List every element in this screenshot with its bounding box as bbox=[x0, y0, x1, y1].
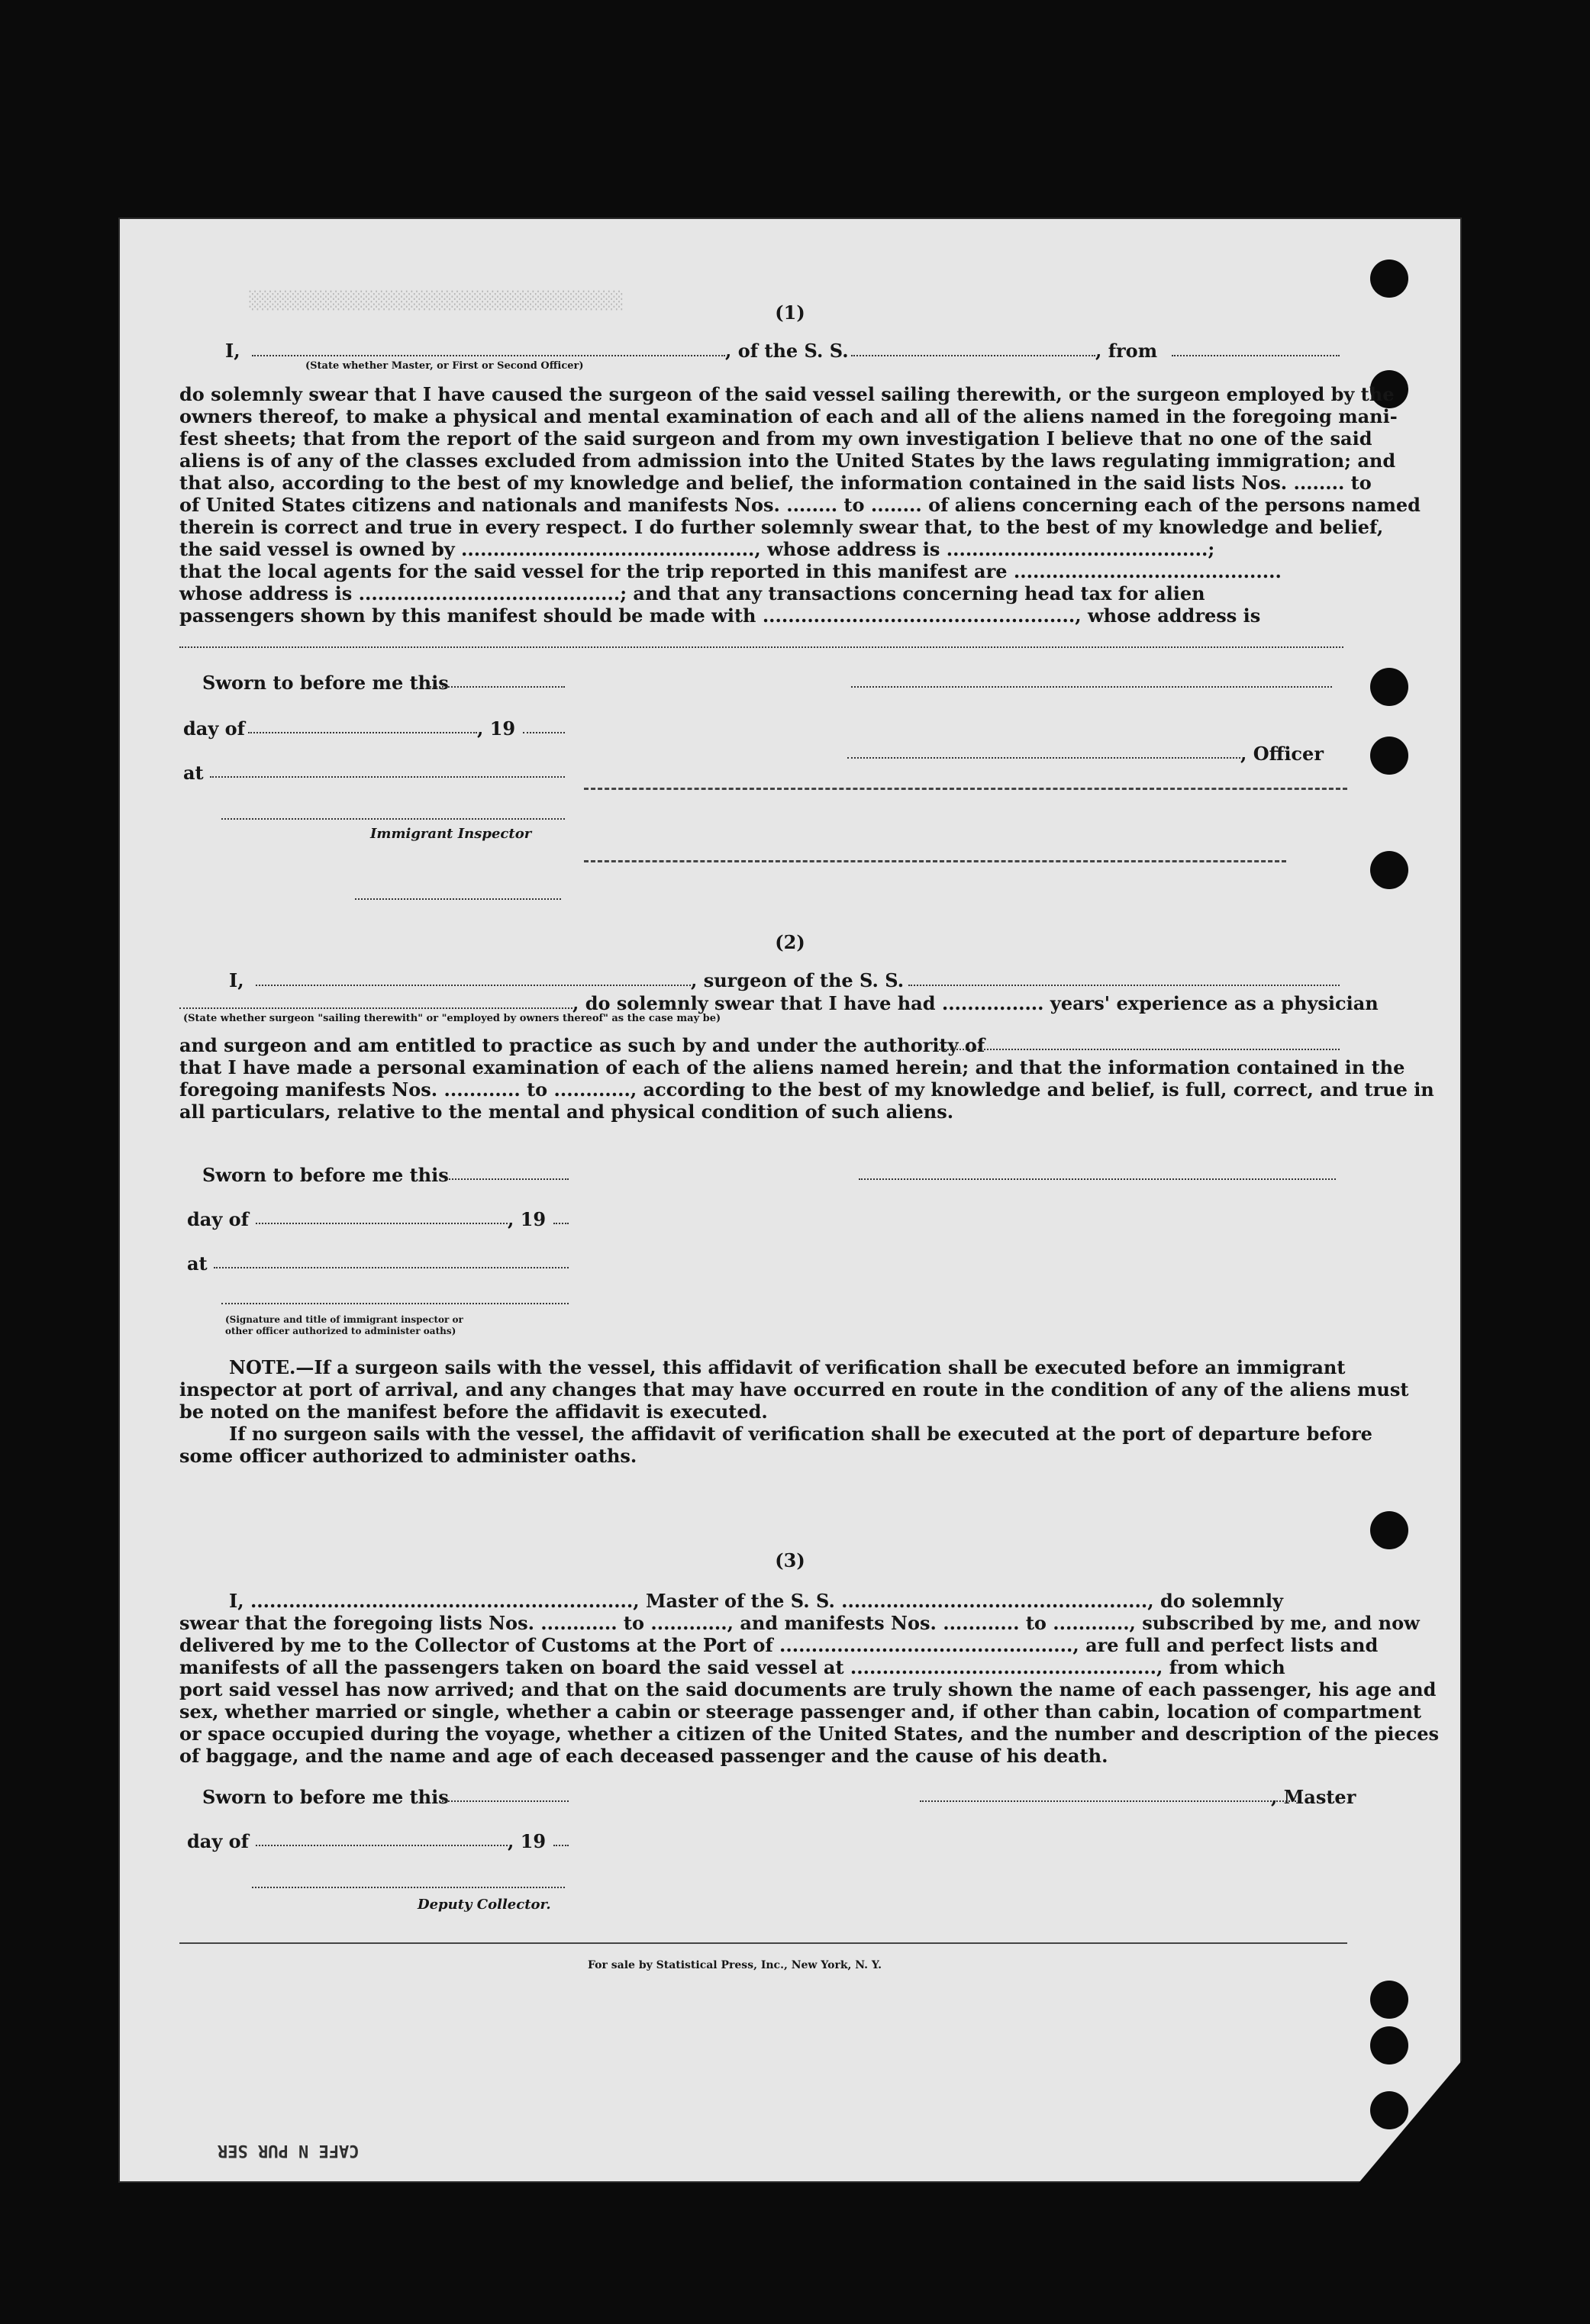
s2-sworn: Sworn to before me this bbox=[202, 1164, 449, 1186]
note-p1-2: inspector at port of arrival, and any changes that may have occurred en route in the condition of any of the aliens must bbox=[179, 1378, 1409, 1401]
s3-body-2: swear that the foregoing lists Nos. ............ to ............, and manifests Nos. ............ to ............, subscribed by me, and now bbox=[179, 1612, 1420, 1634]
punch-hole bbox=[1370, 1511, 1408, 1549]
punch-hole bbox=[1370, 259, 1408, 298]
note-p1-1: NOTE.—If a surgeon sails with the vessel, this affidavit of verification shall be executed before an immigrant bbox=[229, 1356, 1346, 1378]
s1-officer: , Officer bbox=[1240, 743, 1324, 765]
s2-day-of: day of bbox=[187, 1208, 249, 1230]
s2-i: I, bbox=[229, 969, 244, 991]
s2-line2: , do solemnly swear that I have had ................ years' experience as a physician bbox=[572, 992, 1379, 1014]
s2-body-4: all particulars, relative to the mental and physical condition of such aliens. bbox=[179, 1101, 954, 1123]
s1-body-8: the said vessel is owned by .............................................., whose address is .........................................; bbox=[179, 538, 1215, 560]
s2-note: (State whether surgeon "sailing therewith" or "employed by owners thereof" as the case may be) bbox=[183, 1013, 721, 1024]
s1-body-9: that the local agents for the said vessel for the trip reported in this manifest are .......................................... bbox=[179, 560, 1282, 582]
s1-i: I, bbox=[225, 340, 240, 362]
bottom-margin-stamp: CAFE N PUR SER bbox=[218, 2141, 360, 2160]
s1-body-6: of United States citizens and nationals and manifests Nos. ........ to ........ of aliens concerning each of the persons named bbox=[179, 494, 1421, 516]
punch-hole bbox=[1370, 2026, 1408, 2065]
s1-body-3: fest sheets; that from the report of the said surgeon and from my own investigation I believe that no one of the said bbox=[179, 427, 1372, 450]
s1-body-2: owners thereof, to make a physical and mental examination of each and all of the aliens named in the foregoing mani- bbox=[179, 405, 1398, 427]
s2-sig-note-1: (Signature and title of immigrant inspector or bbox=[225, 1314, 463, 1325]
s1-inspector: Immigrant Inspector bbox=[370, 826, 532, 842]
s3-body-1: I, ............................................................, Master of the S. S. ................................................, do solemnly bbox=[229, 1590, 1283, 1612]
s2-body-2: that I have made a personal examination of each of the aliens named herein; and that the information contained in the bbox=[179, 1056, 1405, 1078]
s2-sig-note-2: other officer authorized to administer oaths) bbox=[225, 1326, 456, 1336]
footer-printer: For sale by Statistical Press, Inc., New York, N. Y. bbox=[588, 1959, 882, 1971]
s1-year: , 19 bbox=[477, 717, 516, 740]
s1-body-11: passengers shown by this manifest should be made with ................................................., whose address is bbox=[179, 604, 1261, 627]
punch-hole bbox=[1370, 668, 1408, 706]
s1-of-ss: , of the S. S. bbox=[725, 340, 849, 362]
s3-sworn: Sworn to before me this bbox=[202, 1786, 449, 1808]
s2-year: , 19 bbox=[508, 1208, 547, 1230]
s1-day-of: day of bbox=[183, 717, 245, 740]
section-3-number: (3) bbox=[775, 1549, 805, 1571]
note-p2-1: If no surgeon sails with the vessel, the affidavit of verification shall be executed at the port of departure before bbox=[229, 1423, 1372, 1445]
s2-body-3: foregoing manifests Nos. ............ to ............, according to the best of my knowledge and belief, is full, correct, and true in bbox=[179, 1078, 1434, 1101]
s1-body-10: whose address is .........................................; and that any transactions concerning head tax for alien bbox=[179, 582, 1205, 604]
manifest-page bbox=[118, 218, 1462, 2183]
s1-body-1: do solemnly swear that I have caused the surgeon of the said vessel sailing therewith, or the surgeon employed by the bbox=[179, 383, 1395, 405]
s1-body-5: that also, according to the best of my knowledge and belief, the information contained in the said lists Nos. ........ to bbox=[179, 472, 1372, 494]
bleed-through-text: ░░░░░░░░░░░░░░░░░░░░░░░░░░░░░░░░░░░░░ bbox=[248, 290, 623, 309]
s2-at: at bbox=[187, 1252, 208, 1275]
punch-hole bbox=[1370, 1981, 1408, 2019]
s3-body-4: manifests of all the passengers taken on board the said vessel at ................................................, from which bbox=[179, 1656, 1285, 1678]
s3-body-7: or space occupied during the voyage, whether a citizen of the United States, and the number and description of the pieces bbox=[179, 1723, 1440, 1745]
s3-year: , 19 bbox=[508, 1830, 547, 1852]
s3-deputy: Deputy Collector. bbox=[418, 1897, 551, 1913]
s3-body-8: of baggage, and the name and age of each deceased passenger and the cause of his death. bbox=[179, 1745, 1108, 1767]
s3-body-6: sex, whether married or single, whether a cabin or steerage passenger and, if other than cabin, location of compartment bbox=[179, 1700, 1422, 1723]
s3-body-3: delivered by me to the Collector of Customs at the Port of .............................................., are full and perfect lists and bbox=[179, 1634, 1379, 1656]
s2-surgeon-of: , surgeon of the S. S. bbox=[691, 969, 905, 991]
s1-at: at bbox=[183, 762, 204, 784]
s1-body-4: aliens is of any of the classes excluded from admission into the United States by the laws regulating immigration; and bbox=[179, 450, 1396, 472]
s1-from: , from bbox=[1095, 340, 1158, 362]
punch-hole bbox=[1370, 2091, 1408, 2129]
punch-hole bbox=[1370, 851, 1408, 889]
note-p1-3: be noted on the manifest before the affidavit is executed. bbox=[179, 1401, 768, 1423]
s3-day-of: day of bbox=[187, 1830, 249, 1852]
s1-sworn: Sworn to before me this bbox=[202, 672, 449, 694]
punch-hole bbox=[1370, 737, 1408, 775]
s1-note: (State whether Master, or First or Second Officer) bbox=[305, 360, 584, 372]
section-1-number: (1) bbox=[775, 301, 805, 324]
s3-master: , Master bbox=[1271, 1786, 1356, 1808]
section-2-number: (2) bbox=[775, 931, 805, 953]
note-p2-2: some officer authorized to administer oaths. bbox=[179, 1445, 637, 1467]
s1-body-7: therein is correct and true in every respect. I do further solemnly swear that, to the best of my knowledge and belief, bbox=[179, 516, 1384, 538]
s2-body-1: and surgeon and am entitled to practice as such by and under the authority of bbox=[179, 1034, 985, 1056]
s3-body-5: port said vessel has now arrived; and that on the said documents are truly shown the name of each passenger, his age and bbox=[179, 1678, 1437, 1700]
